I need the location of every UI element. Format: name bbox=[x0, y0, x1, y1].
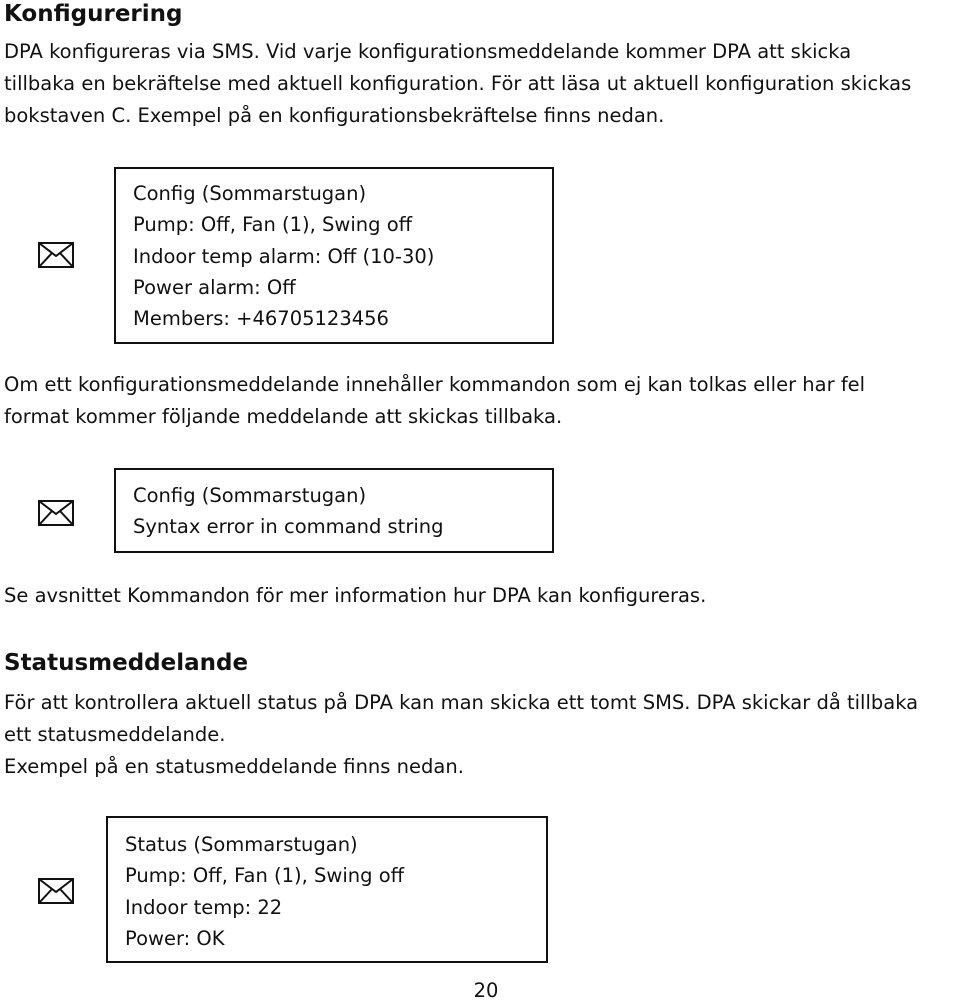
message-line: Power alarm: Off bbox=[133, 276, 296, 299]
paragraph-line: ett statusmeddelande. bbox=[4, 723, 226, 746]
intro-paragraph bbox=[4, 36, 911, 132]
intro-line: DPA konfigureras via SMS. Vid varje konfigurationsmeddelande kommer DPA att skicka bbox=[4, 40, 852, 63]
envelope-icon bbox=[38, 500, 74, 526]
paragraph-line: format kommer följande meddelande att skickas tillbaka. bbox=[4, 405, 563, 428]
message-line: Indoor temp alarm: Off (10-30) bbox=[133, 245, 435, 268]
message-line: Status (Sommarstugan) bbox=[125, 833, 358, 856]
sms-error-message-box bbox=[114, 468, 554, 553]
sms-status-message-box bbox=[106, 816, 548, 963]
message-line: Config (Sommarstugan) bbox=[133, 484, 367, 507]
intro-line: tillbaka en bekräftelse med aktuell konfiguration. För att läsa ut aktuell konfiguration skickas bbox=[4, 72, 912, 95]
message-line: Pump: Off, Fan (1), Swing off bbox=[125, 864, 405, 887]
message-line: Members: +46705123456 bbox=[133, 307, 389, 330]
message-line: Config (Sommarstugan) bbox=[133, 182, 367, 205]
error-paragraph bbox=[4, 369, 865, 433]
envelope-icon bbox=[38, 242, 74, 268]
status-paragraph bbox=[4, 687, 918, 783]
outro-line: Se avsnittet Kommandon för mer information hur DPA kan konfigureras. bbox=[4, 584, 707, 607]
heading-konfigurering: Konfigurering bbox=[4, 1, 183, 27]
page-number: 20 bbox=[473, 979, 499, 1002]
message-line: Syntax error in command string bbox=[133, 515, 444, 538]
intro-line: bokstaven C. Exempel på en konfigurationsbekräftelse finns nedan. bbox=[4, 104, 665, 127]
message-line: Power: OK bbox=[125, 927, 225, 950]
message-line: Indoor temp: 22 bbox=[125, 896, 283, 919]
paragraph-line: Exempel på en statusmeddelande finns nedan. bbox=[4, 755, 464, 778]
heading-statusmeddelande: Statusmeddelande bbox=[4, 650, 249, 676]
sms-config-message-box bbox=[114, 167, 554, 344]
paragraph-line: För att kontrollera aktuell status på DPA kan man skicka ett tomt SMS. DPA skickar då tillbaka bbox=[4, 691, 919, 714]
envelope-icon bbox=[38, 878, 74, 904]
paragraph-line: Om ett konfigurationsmeddelande innehåller kommandon som ej kan tolkas eller har fel bbox=[4, 373, 866, 396]
message-line: Pump: Off, Fan (1), Swing off bbox=[133, 213, 413, 236]
